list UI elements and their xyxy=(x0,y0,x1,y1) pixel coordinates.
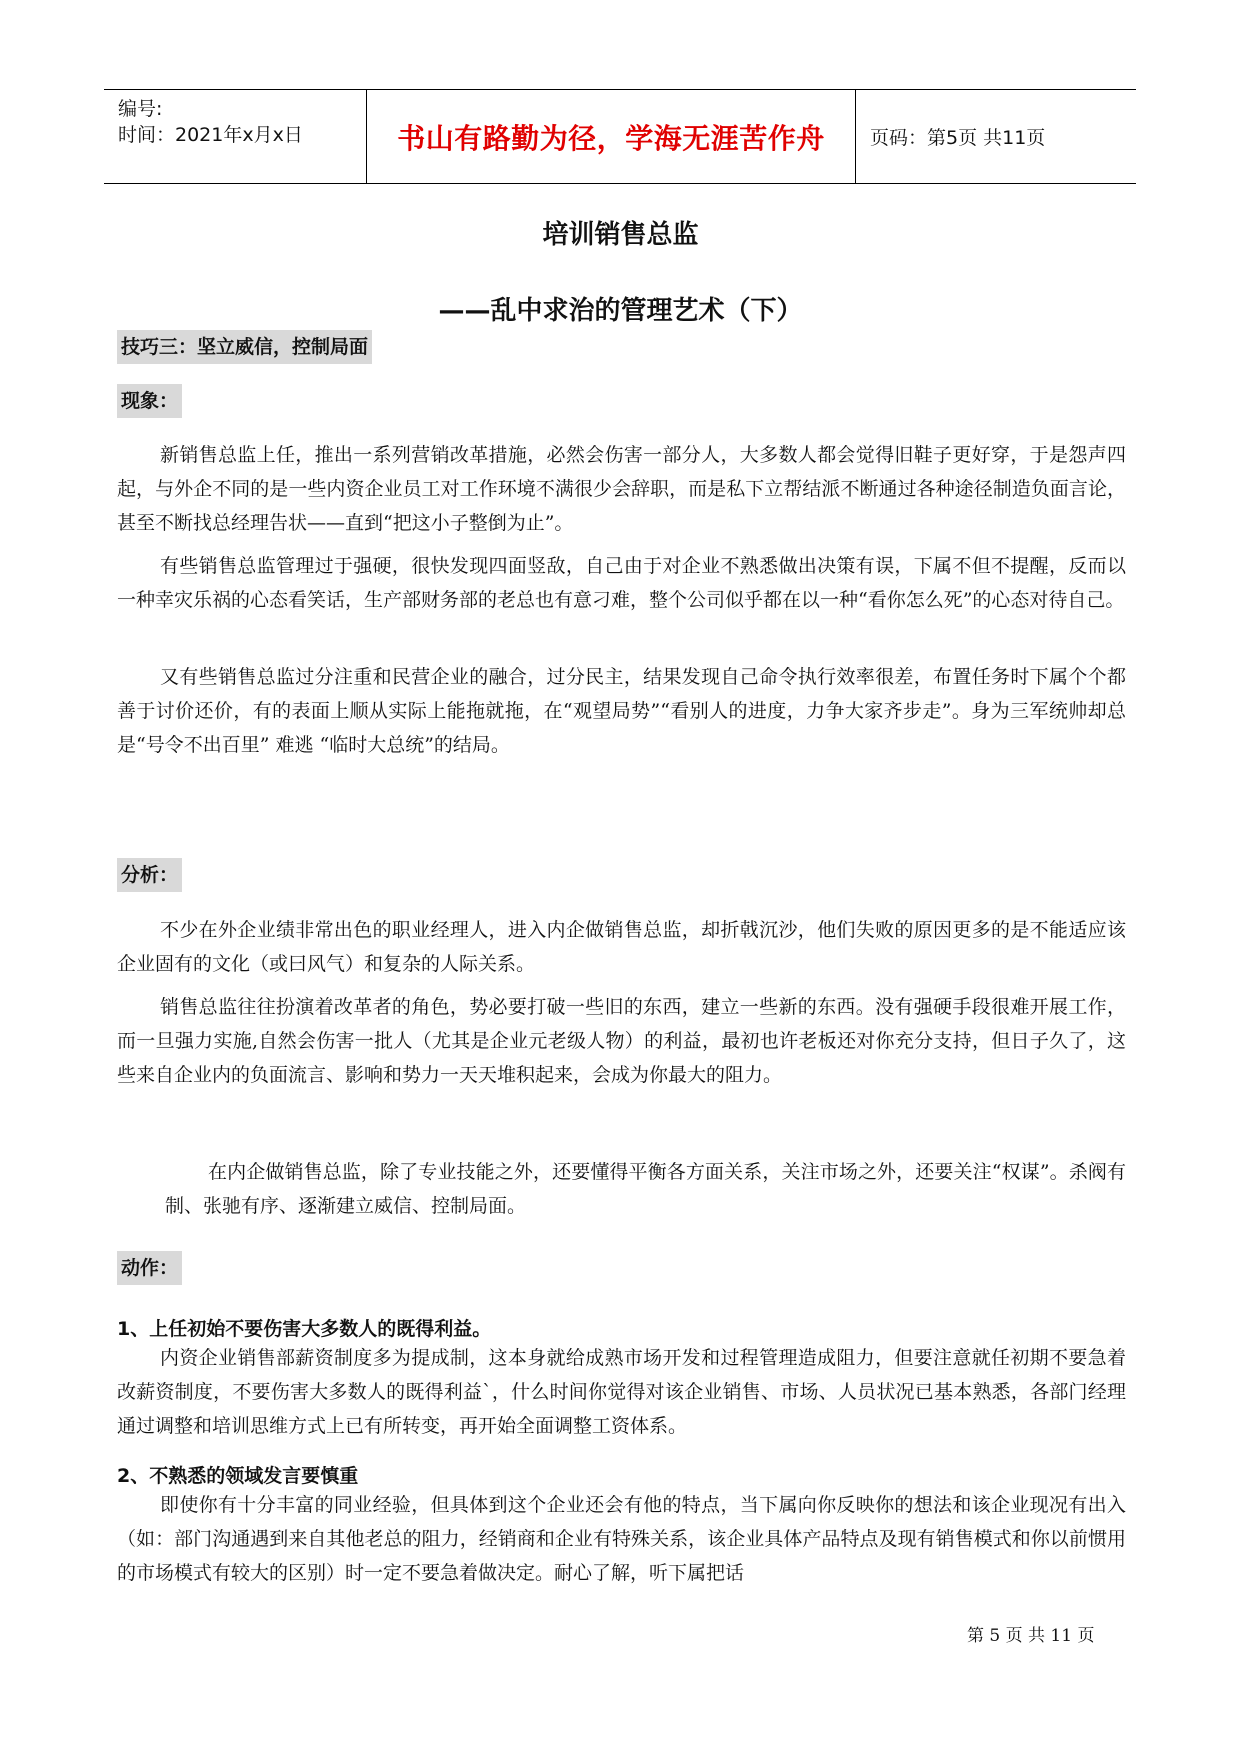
serial-label: 编号: xyxy=(118,98,163,120)
page-footer: 第 5 页 共 11 页 xyxy=(967,1626,1095,1646)
header-page-cell xyxy=(856,90,1136,183)
time-label: 时间：2021年x月x日 xyxy=(118,124,303,146)
phenomenon-label: 现象： xyxy=(117,384,182,418)
header-motto-cell xyxy=(367,90,856,183)
action-label: 动作： xyxy=(117,1251,182,1285)
document-subtitle: ——乱中求治的管理艺术（下） xyxy=(438,296,803,326)
action-1-paragraph: 内资企业销售部薪资制度多为提成制，这本身就给成熟市场开发和过程管理造成阻力，但要注意就任初期不要急着改薪资制度，不要伤害大多数人的既得利益`，什么时间你觉得对该企业销售、市场、人员状况已基本熟悉，各部门经理通过调整和培训思维方式上已有所转变，再开始全面调整工资体系。 xyxy=(117,1347,1126,1437)
action-1-title: 1、上任初始不要伤害大多数人的既得利益。 xyxy=(117,1318,492,1340)
phenomenon-paragraph-1: 新销售总监上任，推出一系列营销改革措施，必然会伤害一部分人，大多数人都会觉得旧鞋子更好穿，于是怨声四起，与外企不同的是一些内资企业员工对工作环境不满很少会辞职，而是私下立帮结派不断通过各种途径制造负面言论，甚至不断找总经理告状——直到“把这小子整倒为止”。 xyxy=(117,444,1126,534)
action-2-title: 2、不熟悉的领域发言要慎重 xyxy=(117,1465,359,1487)
analysis-label: 分析： xyxy=(117,858,182,892)
section-heading: 技巧三：坚立威信，控制局面 xyxy=(117,330,372,364)
analysis-paragraph-3: 在内企做销售总监，除了专业技能之外，还要懂得平衡各方面关系，关注市场之外，还要关注“权谋”。杀阀有制、张驰有序、逐渐建立威信、控制局面。 xyxy=(165,1161,1126,1217)
header-info-cell xyxy=(104,90,367,183)
page-header xyxy=(104,89,1136,184)
motto: 书山有路勤为径，学海无涯苦作舟 xyxy=(397,121,825,155)
analysis-paragraph-2: 销售总监往往扮演着改革者的角色，势必要打破一些旧的东西，建立一些新的东西。没有强硬手段很难开展工作，而一旦强力实施,自然会伤害一批人（尤其是企业元老级人物）的利益，最初也许老板还对你充分支持，但日子久了，这些来自企业内的负面流言、影响和势力一天天堆积起来，会成为你最大的阻力。 xyxy=(117,996,1126,1086)
page-number-info: 页码：第5页 共11页 xyxy=(870,127,1046,149)
phenomenon-paragraph-2: 有些销售总监管理过于强硬，很快发现四面竖敌，自己由于对企业不熟悉做出决策有误，下属不但不提醒，反而以一种幸灾乐祸的心态看笑话，生产部财务部的老总也有意刁难，整个公司似乎都在以一种“看你怎么死”的心态对待自己。 xyxy=(117,555,1126,611)
document-title: 培训销售总监 xyxy=(542,220,699,250)
analysis-paragraph-1: 不少在外企业绩非常出色的职业经理人，进入内企做销售总监，却折戟沉沙，他们失败的原因更多的是不能适应该企业固有的文化（或曰风气）和复杂的人际关系。 xyxy=(117,919,1126,975)
phenomenon-paragraph-3: 又有些销售总监过分注重和民营企业的融合，过分民主，结果发现自己命令执行效率很差，布置任务时下属个个都善于讨价还价，有的表面上顺从实际上能拖就拖，在“观望局势”“看别人的进度，力争大家齐步走”。身为三军统帅却总是“号令不出百里” 难逃 “临时大总统”的结局。 xyxy=(117,666,1126,756)
action-2-paragraph: 即使你有十分丰富的同业经验，但具体到这个企业还会有他的特点，当下属向你反映你的想法和该企业现况有出入（如：部门沟通遇到来自其他老总的阻力，经销商和企业有特殊关系，该企业具体产品特点及现有销售模式和你以前惯用的市场模式有较大的区别）时一定不要急着做决定。耐心了解，听下属把话 xyxy=(117,1494,1126,1584)
